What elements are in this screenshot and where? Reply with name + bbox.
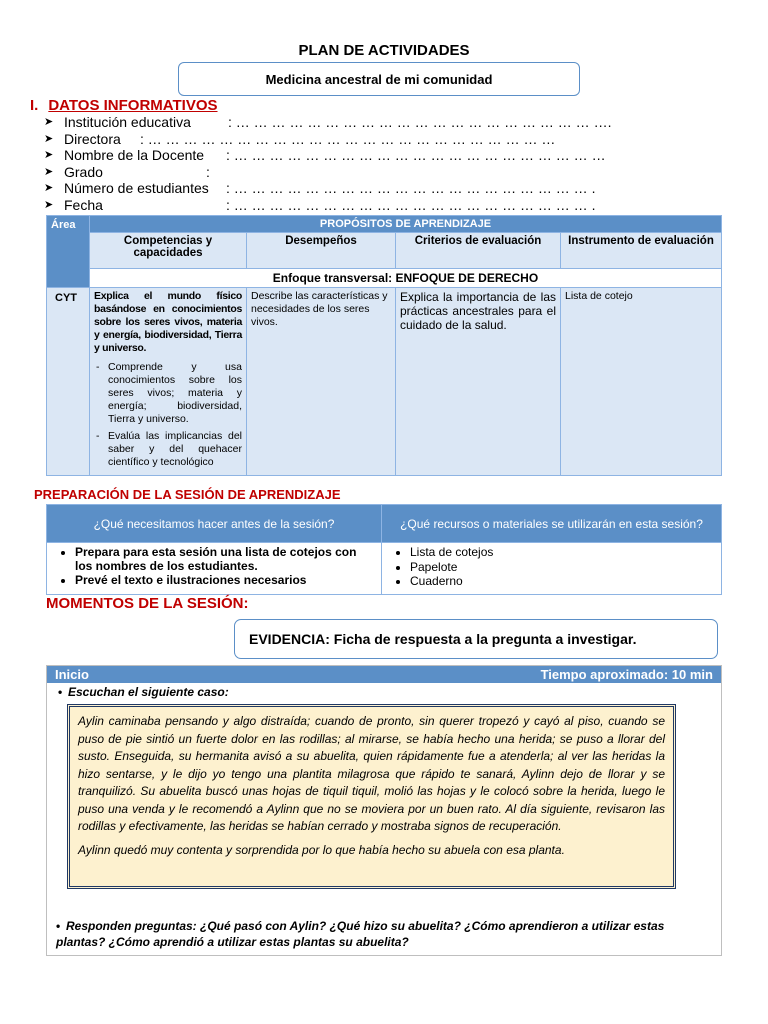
competencia-cell xyxy=(90,288,247,476)
list-item: • Lista de cotejos xyxy=(410,545,715,560)
desempeno-text: Describe las características y necesidades de los seres vivos. xyxy=(251,290,388,328)
prep-col1-cell xyxy=(47,543,382,595)
list-item: • Prevé el texto e ilustraciones necesarios xyxy=(75,573,375,587)
info-row xyxy=(44,180,611,197)
info-label: Institución educativa xyxy=(64,114,191,130)
info-row xyxy=(44,114,611,131)
area-cyt: CYT xyxy=(47,288,90,476)
bullet-text: Responden preguntas: ¿Qué pasó con Aylin? ¿Qué hizo su abuelita? ¿Cómo aprendieron a utilizar estas plantas? ¿Cómo aprendió a utilizar estas plantas su abuelita? xyxy=(56,919,665,949)
bullet-text: Escuchan el siguiente caso: xyxy=(68,685,229,699)
info-value: : … … … … … … … … … … … … … … … … … … … … … … … xyxy=(140,130,556,147)
info-value: : xyxy=(206,163,210,180)
evidencia-label: EVIDENCIA: xyxy=(249,631,330,647)
arrow-bullet-icon: ➤ xyxy=(44,165,54,178)
info-label: Número de estudiantes xyxy=(64,180,209,197)
subject-title: Medicina ancestral de mi comunidad xyxy=(265,71,493,87)
info-value: : … … … … … … … … … … … … … … … … … … … … . xyxy=(226,180,596,197)
info-label: Fecha xyxy=(64,196,103,213)
area-header: Área xyxy=(47,216,90,288)
info-row xyxy=(44,147,611,164)
info-label: Nombre de la Docente xyxy=(64,147,205,164)
info-label: Directora xyxy=(64,130,121,147)
col-desempenos: Desempeños xyxy=(247,233,396,269)
arrow-bullet-icon: ➤ xyxy=(44,132,54,145)
inicio-bar xyxy=(47,666,721,683)
arrow-bullet-icon: ➤ xyxy=(44,116,54,128)
col-competencias: Competencias y capacidades xyxy=(90,233,247,269)
capacidades-list xyxy=(94,361,242,469)
info-row xyxy=(44,131,611,148)
enfoque-transversal: Enfoque transversal: ENFOQUE DE DERECHO xyxy=(90,269,722,288)
propositos-table xyxy=(46,215,722,476)
section-title: DATOS INFORMATIVOS xyxy=(48,97,218,114)
arrow-bullet-icon: ➤ xyxy=(44,149,54,162)
preparacion-table xyxy=(46,504,722,595)
prep-materials-list xyxy=(388,545,715,589)
info-label: Grado xyxy=(64,163,103,180)
col-instrumento: Instrumento de evaluación xyxy=(561,233,722,269)
instrumento-text: Lista de cotejo xyxy=(565,290,633,302)
capacidad-item: - Comprende y usa conocimientos sobre los seres vivos; materia y energía; biodiversidad, Tierra y universo. xyxy=(108,361,242,426)
propositos-header: PROPÓSITOS DE APRENDIZAJE xyxy=(90,216,722,233)
desempeno-cell xyxy=(247,288,396,476)
datos-heading xyxy=(30,97,218,114)
capacidad-item: - Evalúa las implicancias del saber y del quehacer científico y tecnológico xyxy=(108,430,242,469)
section-number: I. xyxy=(30,97,39,114)
momentos-heading: MOMENTOS DE LA SESIÓN: xyxy=(46,595,249,612)
col-criterios: Criterios de evaluación xyxy=(396,233,561,269)
evidencia-text: Ficha de respuesta a la pregunta a investigar. xyxy=(333,631,637,647)
competencia-text: Explica el mundo físico basándose en conocimientos sobre los seres vivos, materia y energía, biodiversidad, Tierra y universo. xyxy=(94,290,242,354)
list-item: • Prepara para esta sesión una lista de cotejos con los nombres de los estudiantes. xyxy=(75,545,375,573)
tiempo-label: Tiempo aproximado: 10 min xyxy=(540,667,713,682)
criterio-cell xyxy=(396,288,561,476)
list-item: • Cuaderno xyxy=(410,574,715,589)
story-box xyxy=(67,704,676,889)
prep-tasks-list xyxy=(53,545,375,587)
list-item: • Papelote xyxy=(410,560,715,575)
info-value: : … … … … … … … … … … … … … … … … … … … … …. xyxy=(228,114,612,130)
page-title: PLAN DE ACTIVIDADES xyxy=(298,42,470,59)
story-paragraph: Aylin caminaba pensando y algo distraída; cuando de pronto, sin querer tropezó y cayó al piso, cuando se puso de pie sintió un fuerte dolor en las rodillas; al mirarse, se había hecho una herida; se puso a llorar del susto. Enseguida, su hermanita avisó a su abuelita, quien rápidamente fue a atenderla; al ver las heridas la hizo sentarse, y le dijo yo tengo una plantita milagrosa que rápido te sanará, Aylinn dejo de llorar y se tranquilizó. Su abuelita buscó unas hojas de tiquil tiquil, molió las hojas y le colocó sobre la herida, luego le puso una venda y le recomendó a Aylinn que no se moviera por un buen rato. Al día siguiente, revisaron las rodillas y efectivamente, las heridas se habían cerrado y mostraba signos de recuperación. xyxy=(78,714,665,833)
bullet-icon: • xyxy=(56,919,61,933)
inicio-bullet-2 xyxy=(56,918,676,950)
preparacion-heading: PREPARACIÓN DE LA SESIÓN DE APRENDIZAJE xyxy=(34,487,341,502)
story-paragraph: Aylinn quedó muy contenta y sorprendida por lo que había hecho su abuela con esa planta. xyxy=(78,842,565,857)
arrow-bullet-icon: ➤ xyxy=(44,182,54,195)
inicio-bullet-1 xyxy=(58,685,229,699)
instrumento-cell xyxy=(561,288,722,476)
info-value: : … … … … … … … … … … … … … … … … … … … … . xyxy=(226,196,596,213)
info-row xyxy=(44,164,611,181)
info-value: : … … … … … … … … … … … … … … … … … … … … … xyxy=(226,147,606,164)
inicio-label: Inicio xyxy=(55,667,89,682)
info-list xyxy=(44,114,611,214)
bullet-icon: • xyxy=(58,685,63,699)
evidencia-box xyxy=(234,619,718,659)
prep-col1-header: ¿Qué necesitamos hacer antes de la sesión? xyxy=(47,505,382,543)
criterio-text: Explica la importancia de las prácticas ancestrales para el cuidado de la salud. xyxy=(400,290,556,332)
subject-box xyxy=(178,62,580,96)
info-row xyxy=(44,197,611,214)
prep-col2-header: ¿Qué recursos o materiales se utilizarán en esta sesión? xyxy=(382,505,722,543)
arrow-bullet-icon: ➤ xyxy=(44,198,54,211)
prep-col2-cell xyxy=(382,543,722,595)
